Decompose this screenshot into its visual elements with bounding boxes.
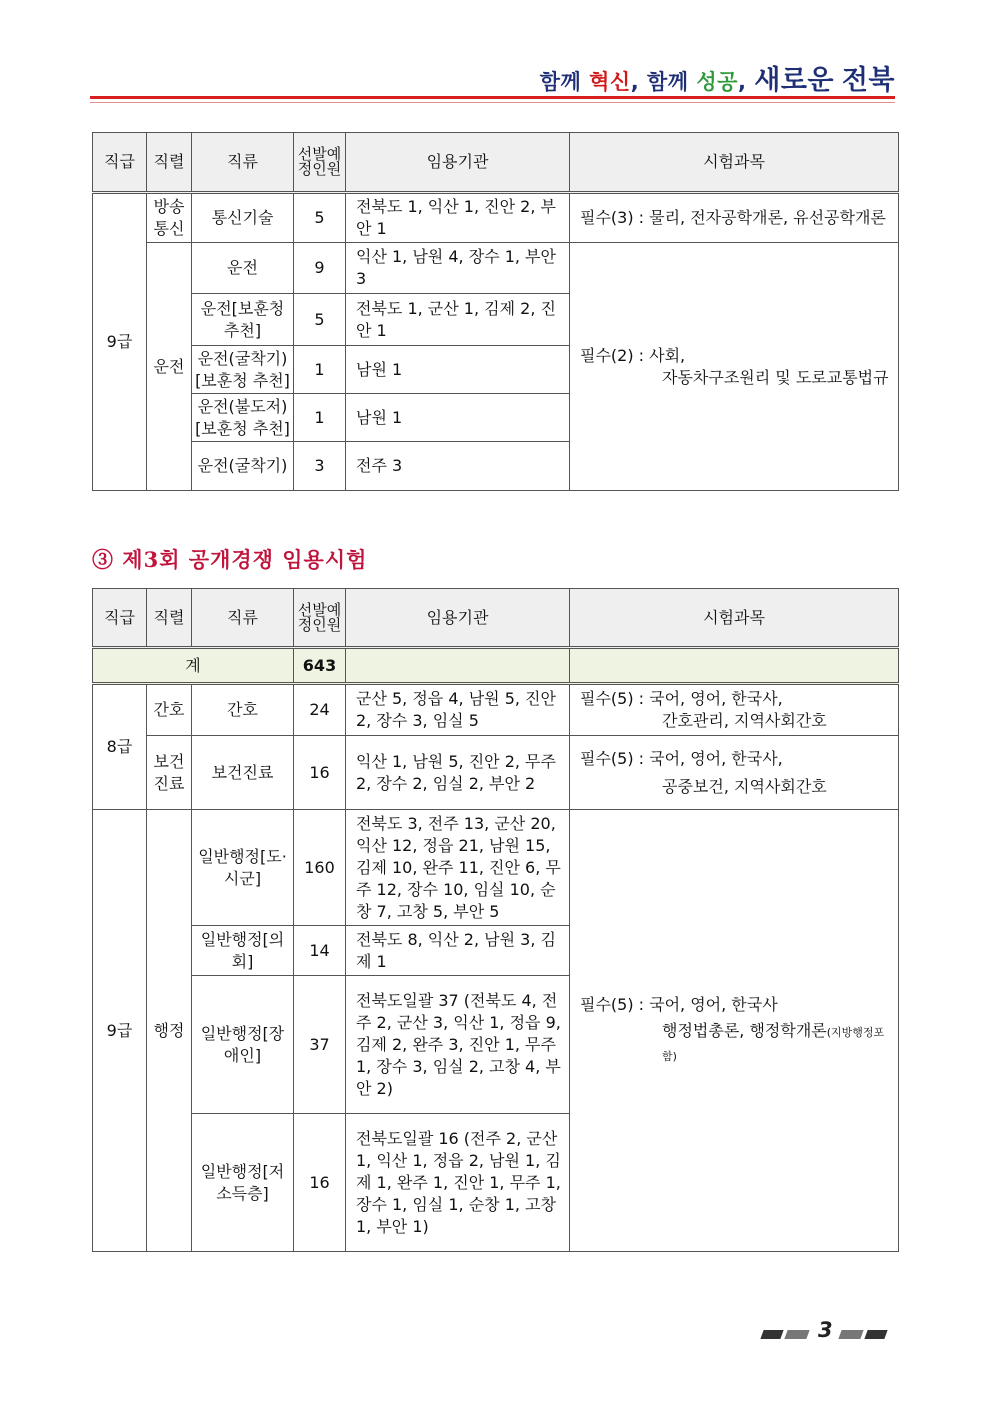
subject-line: 필수(5) : 국어, 영어, 한국사,: [580, 748, 783, 768]
type-cell: 일반행정[장애인]: [192, 976, 294, 1114]
count-cell: 24: [294, 684, 346, 736]
count-cell: 160: [294, 810, 346, 926]
header-count: 선발예정인원: [294, 589, 346, 648]
count-cell: 3: [294, 442, 346, 491]
series-cell: 방송통신: [147, 193, 192, 243]
table-row: [93, 810, 899, 926]
sum-empty: [570, 648, 899, 684]
grade-cell: 9급: [93, 810, 147, 1252]
agencies-cell: 군산 5, 정읍 4, 남원 5, 진안 2, 장수 3, 임실 5: [346, 684, 570, 736]
agencies-cell: 전북도 3, 전주 13, 군산 20, 익산 12, 정읍 21, 남원 15, 김제 10, 완주 11, 진안 6, 무주 12, 장수 10, 임실 10, 순창 7, 고창 5, 부안 5: [346, 810, 570, 926]
count-cell: 14: [294, 926, 346, 976]
subject-cell: [570, 684, 899, 736]
agencies-cell: 전북도 1, 군산 1, 김제 2, 진안 1: [346, 294, 570, 346]
agencies-cell: 남원 1: [346, 394, 570, 442]
subject-line: 필수(5) : 국어, 영어, 한국사: [580, 994, 778, 1014]
count-cell: 5: [294, 294, 346, 346]
header-slogan: 함께 혁신, 함께 성공, 새로운 전북: [539, 65, 895, 96]
agencies-cell: 전북도일괄 16 (전주 2, 군산 1, 익산 1, 정읍 2, 남원 1, 김제 1, 완주 1, 진안 1, 무주 1, 장수 1, 임실 1, 순창 1, 고창 1, 부안 1): [346, 1114, 570, 1252]
subject-line: 필수(2) : 사회,: [580, 345, 686, 365]
header-type: 직류: [192, 133, 294, 193]
series-cell: 운전: [147, 243, 192, 491]
type-cell: 운전(불도저)[보훈청 추천]: [192, 394, 294, 442]
table-row: [93, 684, 899, 736]
agencies-cell: 전북도 8, 익산 2, 남원 3, 김제 1: [346, 926, 570, 976]
header-rule: [90, 96, 895, 99]
slogan-word: 함께: [539, 70, 582, 94]
agencies-cell: 전주 3: [346, 442, 570, 491]
exam-table-continued: [92, 132, 899, 491]
exam-table-3rd: [92, 588, 899, 1252]
slogan-word: 함께: [647, 70, 689, 94]
header-agencies: 임용기관: [346, 589, 570, 648]
subject-note: (지방행정포함): [662, 1025, 885, 1063]
type-cell: 운전: [192, 243, 294, 294]
table-row: [93, 736, 899, 810]
agencies-cell: 남원 1: [346, 346, 570, 394]
count-cell: 16: [294, 736, 346, 810]
count-cell: 37: [294, 976, 346, 1114]
footer-bar: [760, 1330, 783, 1339]
series-cell: 행정: [147, 810, 192, 1252]
header-series: 직렬: [147, 133, 192, 193]
subject-cell: [570, 736, 899, 810]
page-number: 3: [818, 1318, 833, 1342]
slogan-word: 새로운: [754, 65, 835, 96]
subject-line: 간호관리, 지역사회간호: [662, 711, 827, 730]
type-cell: 운전(굴착기)[보훈청 추천]: [192, 346, 294, 394]
agencies-cell: 익산 1, 남원 4, 장수 1, 부안 3: [346, 243, 570, 294]
type-cell: 운전[보훈청 추천]: [192, 294, 294, 346]
subject-line: 공중보건, 지역사회간호: [662, 776, 827, 796]
subject-line: 필수(5) : 국어, 영어, 한국사,: [580, 689, 783, 708]
subject-line: 행정법총론, 행정학개론: [662, 1020, 827, 1040]
header-rule-thin: [90, 102, 895, 103]
agencies-cell: 익산 1, 남원 5, 진안 2, 무주 2, 장수 2, 임실 2, 부안 2: [346, 736, 570, 810]
type-cell: 일반행정[저소득층]: [192, 1114, 294, 1252]
footer-bar: [784, 1330, 809, 1339]
header-count: 선발예정인원: [294, 133, 346, 193]
sum-value: 643: [294, 648, 346, 684]
subject-cell: [570, 243, 899, 491]
slogan-word: 혁신: [589, 70, 631, 94]
type-cell: 간호: [192, 684, 294, 736]
agencies-cell: 전북도일괄 37 (전북도 4, 전주 2, 군산 3, 익산 1, 정읍 9, 김제 2, 완주 3, 진안 1, 무주 1, 장수 3, 임실 2, 고창 4, 부안 2): [346, 976, 570, 1114]
sum-row: [93, 648, 899, 684]
header-agencies: 임용기관: [346, 133, 570, 193]
header-series: 직렬: [147, 589, 192, 648]
sum-label: 계: [93, 648, 294, 684]
grade-cell: 9급: [93, 193, 147, 491]
header-grade: 직급: [93, 589, 147, 648]
series-cell: 보건진료: [147, 736, 192, 810]
footer-bar: [864, 1330, 887, 1339]
count-cell: 16: [294, 1114, 346, 1252]
count-cell: 1: [294, 394, 346, 442]
count-cell: 1: [294, 346, 346, 394]
table-row: [93, 243, 899, 294]
grade-cell: 8급: [93, 684, 147, 810]
agencies-cell: 전북도 1, 익산 1, 진안 2, 부안 1: [346, 193, 570, 243]
footer-bar: [838, 1330, 863, 1339]
header-subjects: 시험과목: [570, 133, 899, 193]
subject-cell: 필수(3) : 물리, 전자공학개론, 유선공학개론: [570, 193, 899, 243]
count-cell: 5: [294, 193, 346, 243]
sum-empty: [346, 648, 570, 684]
slogan-word: 전북: [841, 65, 895, 96]
type-cell: 운전(굴착기): [192, 442, 294, 491]
header-grade: 직급: [93, 133, 147, 193]
table-row: [93, 193, 899, 243]
count-cell: 9: [294, 243, 346, 294]
subject-line: 자동차구조원리 및 도로교통법규: [662, 367, 889, 387]
subject-cell: [570, 810, 899, 1252]
page-footer: [760, 1318, 888, 1344]
type-cell: 통신기술: [192, 193, 294, 243]
type-cell: 일반행정[도·시군]: [192, 810, 294, 926]
series-cell: 간호: [147, 684, 192, 736]
slogan-word: 성공: [696, 70, 738, 94]
header-type: 직류: [192, 589, 294, 648]
type-cell: 일반행정[의회]: [192, 926, 294, 976]
section-title: ③ 제3회 공개경쟁 임용시험: [92, 547, 368, 572]
header-subjects: 시험과목: [570, 589, 899, 648]
type-cell: 보건진료: [192, 736, 294, 810]
